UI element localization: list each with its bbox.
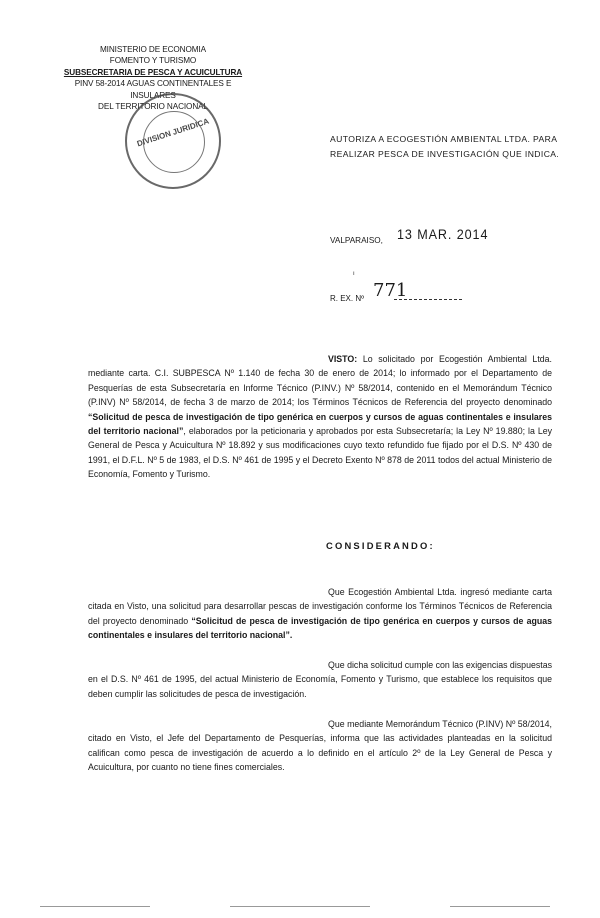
resolution-subject: AUTORIZA A ECOGESTIÓN AMBIENTAL LTDA. PARA REALIZAR PESCA DE INVESTIGACIÓN QUE INDICA. [330,134,560,159]
reference-line: PINV 58-2014 AGUAS CONTINENTALES E INSULARES [74,79,232,100]
considerando-1-project-title: “Solicitud de pesca de investigación de tipo genérica en cuerpos y cursos de aguas continentales e insulares del territorio nacional”. [88,615,553,641]
considerando-1-text: Que Ecogestión Ambiental Ltda. ingresó mediante carta citada en Visto, una solicitud para desarrollar pescas de investigación conforme los Términos Técnicos de Referencia del proyecto denominado [88,587,552,626]
resolution-number: 771 [373,280,408,301]
scan-mark [230,906,370,907]
scan-bottom-edge [0,906,600,918]
considerando-paragraph-3 [88,717,552,775]
ministry-subline: FOMENTO Y TURISMO [109,56,197,66]
scan-mark [450,906,550,907]
considerando-paragraph-1 [88,585,552,643]
resolution-number-underline [394,299,462,300]
scan-mark [40,906,150,907]
tick-mark: ı [353,271,355,277]
visto-text-b: , elaborados por la peticionaria y aprobados por esta Subsecretaría; la Ley Nº 19.880; la Ley General de Pesca y Acuicultura Nº 18.892 y sus modificaciones cuyo texto refundido fue fijado por el D.S. Nº 430 de 1991, el D.F.L. Nº 5 de 1983, el D.S. Nº 461 de 1995 y el Decreto Exento Nº 878 de 2011 todos del actual Ministerio de Economía, Fomento y Turismo. [88,426,553,480]
visto-paragraph [88,352,552,482]
ministry-line: MINISTERIO DE ECONOMIA [99,45,207,54]
place-label: VALPARAISO, [330,236,383,245]
stamp-text: DIVISION JURIDICA [135,116,211,149]
resolution-number-label: R. EX. Nº [330,294,365,303]
resolution-date: 13 MAR. 2014 [397,226,489,242]
visto-project-title: “Solicitud de pesca de investigación de tipo genérica en cuerpos y cursos de aguas continentales e insulares del territorio nacional” [88,411,552,437]
considerando-paragraph-2 [88,658,552,701]
reference-subline: DEL TERRITORIO NACIONAL [98,102,208,112]
considerando-3-text: Que mediante Memorándum Técnico (P.INV) Nº 58/2014, citado en Visto, el Jefe del Departamento de Pesquerías, informa que las actividades planteadas en la solicitud califican como pesca de investigación de acuerdo a lo definido en el artículo 2º de la Ley General de Pesca y Acuicultura, por cuanto no tiene fines comerciales. [88,719,552,773]
considerando-heading: CONSIDERANDO: [326,540,435,551]
visto-text-a: Lo solicitado por Ecogestión Ambiental Ltda. mediante carta. C.I. SUBPESCA Nº 1.140 de fecha 30 de enero de 2014; lo informado por el Departamento de Pesquerías de esta Subsecretaría en Informe Técnico (P.INV.) Nº 58/2014, contenido en el Memorándum Técnico (P.INV) Nº 58/2014, de fecha 3 de marzo de 2014; los Términos Técnicos de Referencia del proyecto denominado [88,354,552,408]
visto-lead: VISTO: [328,354,358,364]
subsecretaria-line: SUBSECRETARIA DE PESCA Y ACUICULTURA [63,67,243,77]
division-juridica-stamp [125,93,221,189]
considerando-2-text: Que dicha solicitud cumple con las exigencias dispuestas en el D.S. Nº 461 de 1995, del actual Ministerio de Economía, Fomento y Turismo, que establece los requisitos que deben cumplir las solicitudes de pesca de investigación. [88,660,552,699]
